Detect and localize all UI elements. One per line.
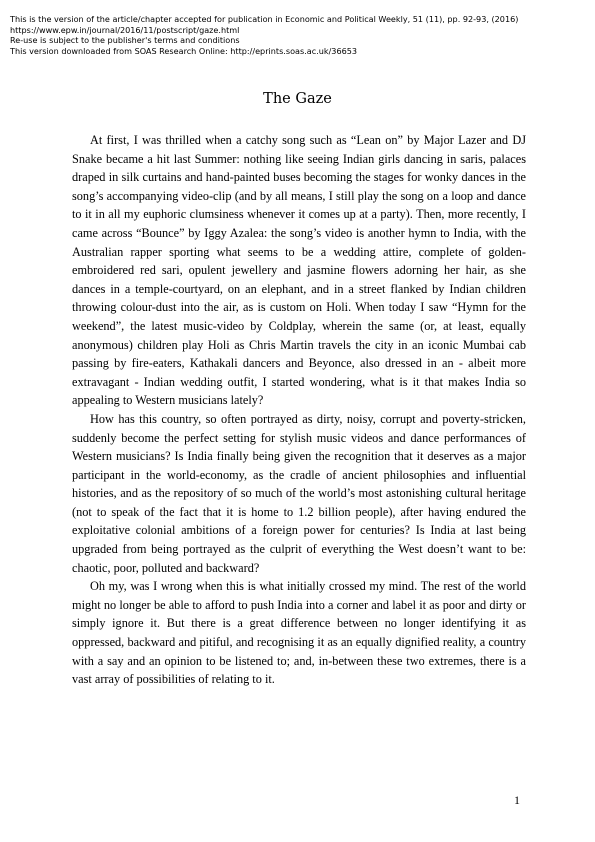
document-header: [10, 14, 585, 56]
paragraph-3: Oh my, was I wrong when this is what initially crossed my mind. The rest of the world might no longer be able to afford to push India into a corner and label it as poor and dirty or simply ignore it. But there is a great difference between no longer identifying it as oppressed, backward and pitiful, and recognising it as an equally dignified reality, a country with a say and an opinion to be listened to; and, in-between these two extremes, there is a vast array of possibilities of relating to it.: [72, 579, 526, 687]
article-title: The Gaze: [263, 91, 332, 107]
header-download-note: This version downloaded from SOAS Research Online: http://eprints.soas.ac.uk/36653: [10, 45, 358, 56]
header-publication-note: This is the version of the article/chapter accepted for publication in Economic and Political Weekly, 51 (11), pp. 92-93, (2016): [10, 14, 519, 24]
header-reuse-note: Re-use is subject to the publisher's terms and conditions: [10, 35, 240, 45]
paragraph-1: At first, I was thrilled when a catchy song such as “Lean on” by Major Lazer and DJ Snake became a hit last Summer: nothing like seeing Indian girls dancing in saris, palaces draped in silk curtains and hand-painted buses becoming the stages for wonky dances in the song’s accompanying video-clip (and by all means, I still play the song on a loop and dance to it in all my euphoric clumsiness whenever it comes up at a party). Then, more recently, I came across “Bounce” by Iggy Azalea: the song’s video is another hymn to India, with the Australian rapper sporting what seems to be a wedding attire, complete of golden-embroidered red sari, opulent jewellery and jasmine flowers adorning her hair, as she dances in a temple-courtyard, on an elephant, and in a street flanked by Indian children throwing colour-dust into the air, as is custom on Holi. When today I saw “Hymn for the weekend”, the latest music-video by Coldplay, wherein the same (or, at least, equally anonymous) children play Holi as Chris Martin travels the city in an iconic Mumbai cab passing by fire-eaters, Kathakali dancers and Beyonce, also dressed in an - albeit more extravagant - Indian wedding outfit, I started wondering, what is it that makes India so appealing to Western musicians lately?: [72, 133, 526, 408]
article-body: [72, 131, 526, 689]
page-number: 1: [514, 793, 520, 807]
paragraph-2: How has this country, so often portrayed as dirty, noisy, corrupt and poverty-stricken, suddenly become the perfect setting for stylish music videos and dance performances of Western musicians? Is India finally being given the recognition that it deserves as a major participant in the world-economy, as the cradle of ancient philosophies and influential histories, and as the repository of so much of the world’s most astonishing cultural heritage (not to speak of the fact that it is home to 1.2 billion people), after having endured the exploitative colonial ambitions of a foreign power for centuries? Is India at last being upgraded from being portrayed as the culprit of everything the West doesn’t want to be: chaotic, poor, polluted and backward?: [72, 411, 526, 575]
header-source-url: https://www.epw.in/journal/2016/11/postscript/gaze.html: [10, 24, 240, 35]
